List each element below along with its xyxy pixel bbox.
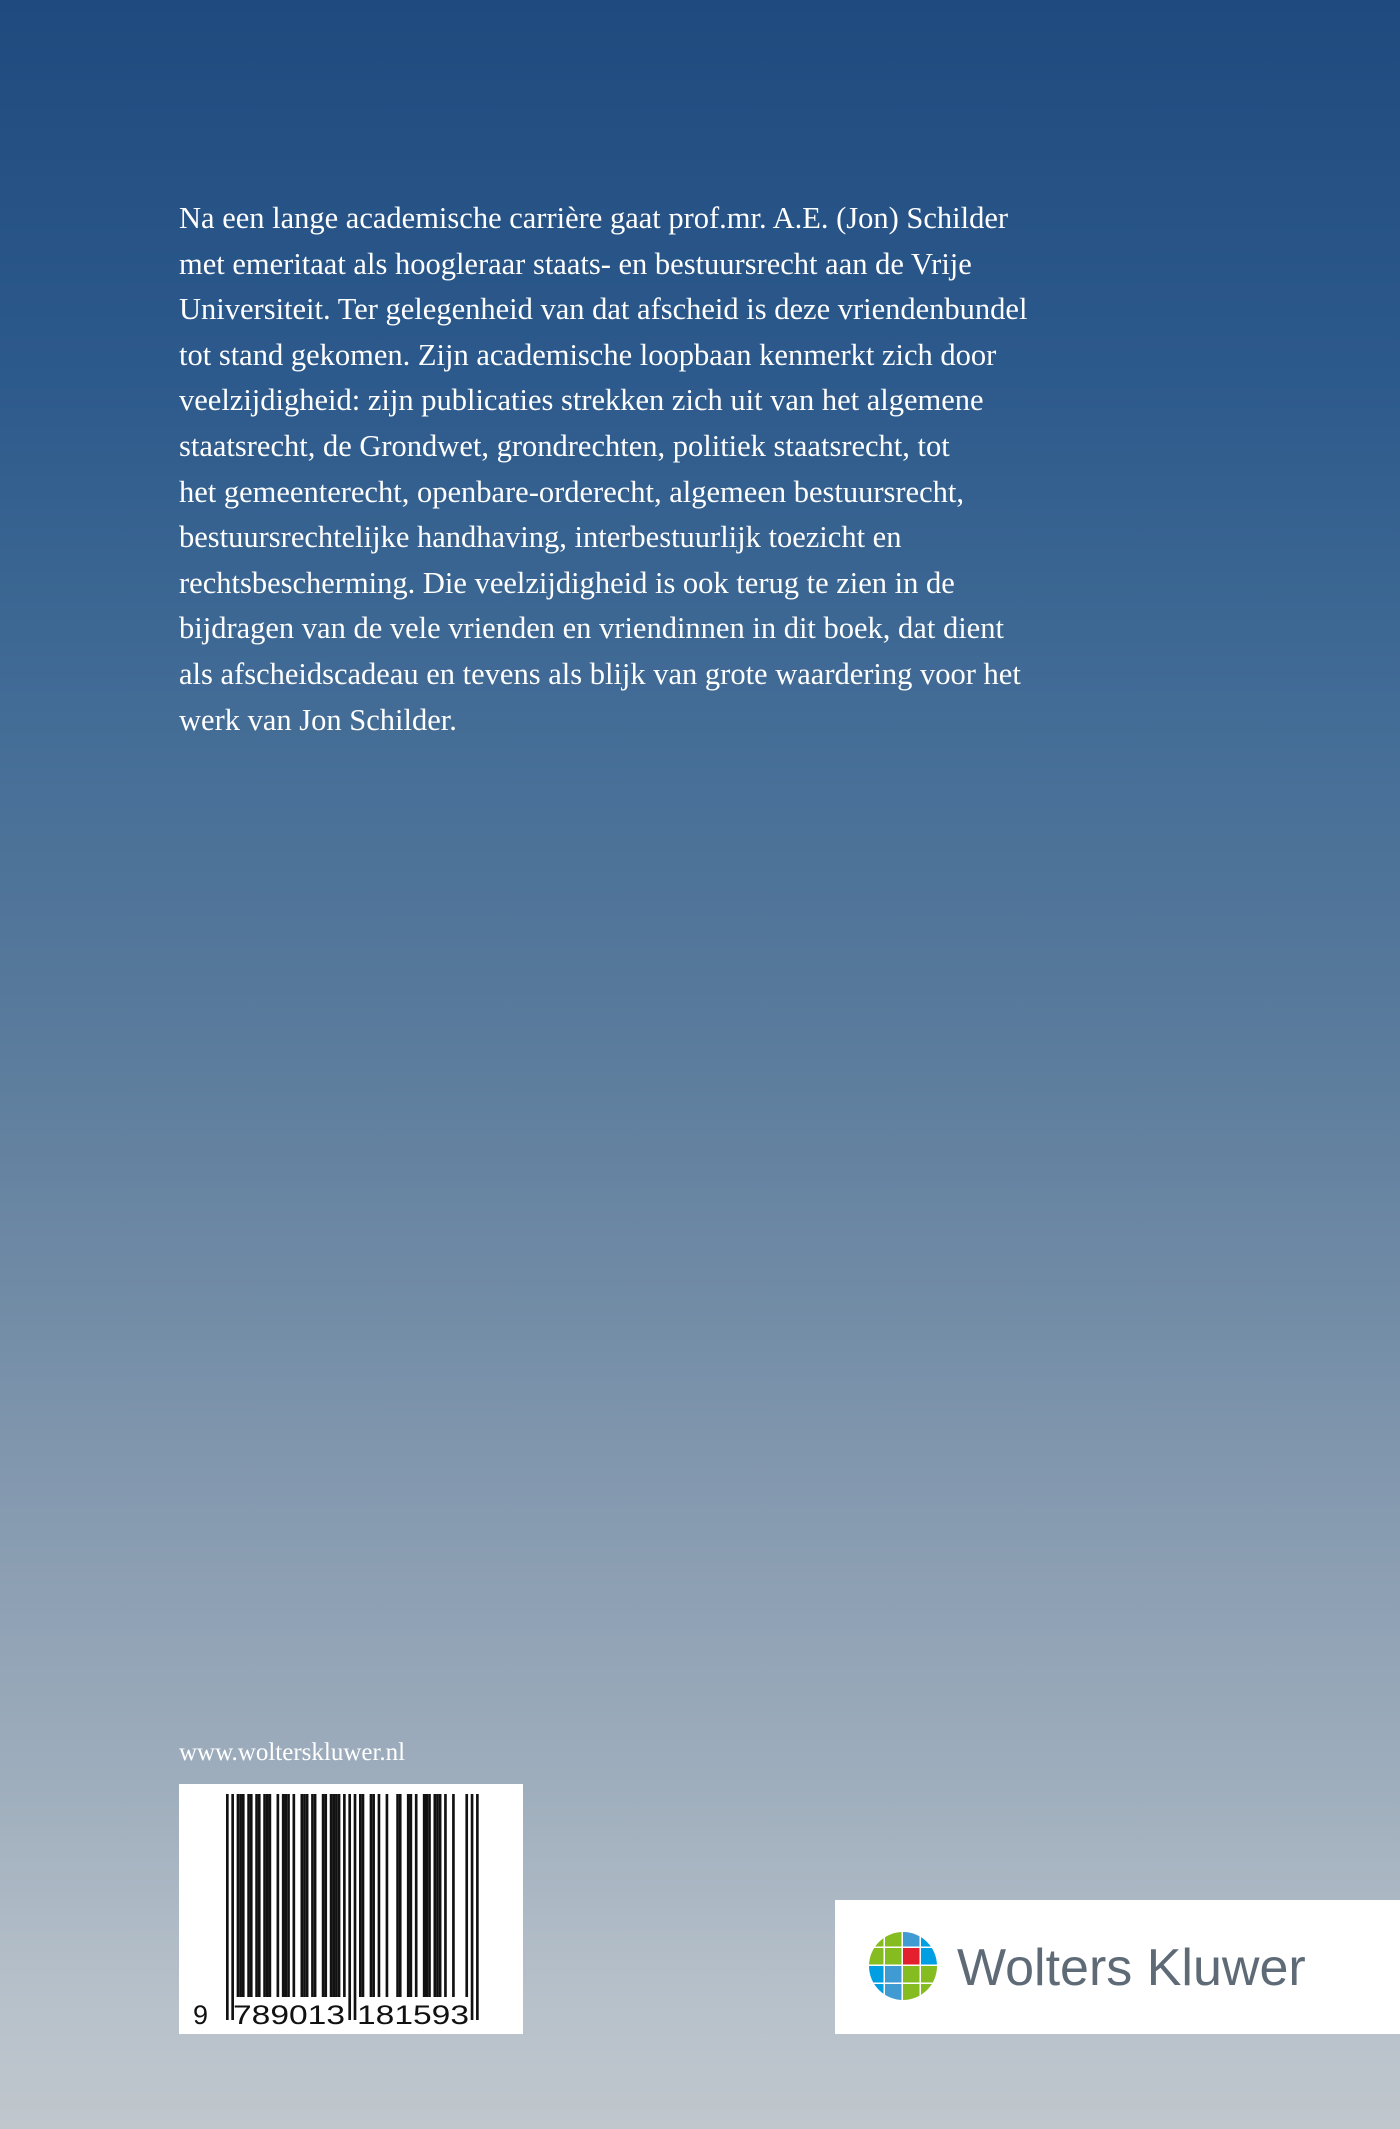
barcode-bar: [370, 1794, 373, 1997]
logo-mark-cell: [921, 1948, 938, 1965]
barcode-bar: [372, 1794, 375, 1997]
logo-mark-cell: [867, 1966, 884, 1983]
logo-mark-cell: [867, 1984, 884, 2001]
barcode-bar: [354, 1794, 357, 2020]
barcode-left-digits: 789013: [233, 2000, 345, 2030]
barcode-bar: [293, 1794, 296, 1997]
publisher-logo: [835, 1900, 1400, 2034]
barcode-bar: [306, 1794, 309, 1997]
blurb-line: veelzijdigheid: zijn publicaties strekken zich uit van het algemene: [179, 383, 984, 418]
publisher-website[interactable]: www.wolterskluwer.nl: [179, 1739, 406, 1766]
blurb-line: bijdragen van de vele vrienden en vriendinnen in dit boek, dat dient: [179, 611, 1004, 646]
barcode-bar: [239, 1794, 242, 1997]
barcode-bar: [444, 1794, 447, 1997]
blurb-line: tot stand gekomen. Zijn academische loopbaan kenmerkt zich door: [179, 337, 997, 372]
logo-mark-cell: [885, 1930, 902, 1947]
barcode-bar: [287, 1794, 290, 1997]
barcode-bar: [407, 1794, 410, 1997]
barcode-bar: [399, 1794, 402, 1997]
wolters-kluwer-logo-icon: [867, 1930, 939, 2002]
logo-mark-cell: [885, 1984, 902, 2001]
barcode-bar: [359, 1794, 362, 1997]
barcode-bar: [300, 1794, 303, 1997]
barcode-bar: [226, 1794, 229, 2020]
logo-mark-cell: [921, 1966, 938, 1983]
back-cover-blurb: [179, 196, 1109, 743]
barcode-bar: [247, 1794, 250, 1997]
blurb-line: het gemeenterecht, openbare-orderecht, algemeen bestuursrecht,: [179, 474, 964, 509]
publisher-name: Wolters Kluwer: [957, 1939, 1306, 1997]
blurb-line: als afscheidscadeau en tevens als blijk van grote waardering voor het: [179, 656, 1021, 691]
logo-mark-cell: [867, 1930, 884, 1947]
barcode-bar: [332, 1794, 335, 1997]
barcode-graphic: [179, 1784, 523, 2034]
barcode-bar: [476, 1794, 479, 2020]
barcode-bar: [314, 1794, 317, 1997]
blurb-line: met emeritaat als hoogleraar staats- en bestuursrecht aan de Vrije: [179, 246, 972, 281]
barcode-bar: [330, 1794, 333, 1997]
blurb-line: werk van Jon Schilder.: [179, 702, 457, 737]
barcode-bar: [231, 1794, 234, 2020]
barcode-bar: [250, 1794, 253, 1997]
barcode-bar: [423, 1794, 426, 1997]
barcode-lead-digit: 9: [193, 2000, 209, 2030]
logo-mark-cell: [903, 1948, 920, 1965]
barcode-bar: [269, 1794, 272, 1997]
logo-mark-cell: [867, 1948, 884, 1965]
barcode-bar: [277, 1794, 280, 1997]
barcode-bar: [324, 1794, 327, 1997]
barcode-bar: [436, 1794, 439, 1997]
blurb-line: bestuursrechtelijke handhaving, interbestuurlijk toezicht en: [179, 520, 902, 555]
barcode-bar: [348, 1794, 351, 2020]
barcode-bar: [396, 1794, 399, 1997]
barcode-bar: [258, 1794, 261, 1997]
logo-mark-cell: [921, 1930, 938, 1947]
isbn-barcode: [179, 1784, 523, 2034]
barcode-bar: [362, 1794, 365, 1997]
barcode-bar: [282, 1794, 285, 1997]
barcode-bar: [415, 1794, 418, 1997]
barcode-bar: [335, 1794, 338, 1997]
barcode-bar: [285, 1794, 288, 1997]
barcode-bar: [322, 1794, 325, 1997]
barcode-bar: [433, 1794, 436, 1997]
logo-mark-cell: [903, 1984, 920, 2001]
blurb-line: Universiteit. Ter gelegenheid van dat afscheid is deze vriendenbundel: [179, 292, 1028, 327]
barcode-bar: [410, 1794, 413, 1997]
logo-mark-cell: [921, 1984, 938, 2001]
barcode-bar: [471, 1794, 474, 2020]
logo-mark-cell: [903, 1966, 920, 1983]
barcode-bar: [428, 1794, 431, 1997]
barcode-bar: [386, 1794, 389, 1997]
logo-mark-cell: [885, 1948, 902, 1965]
barcode-bar: [426, 1794, 429, 1997]
barcode-right-digits: 181593: [357, 2000, 469, 2030]
barcode-bar: [338, 1794, 341, 1997]
barcode-bar: [311, 1794, 314, 1997]
barcode-bar: [263, 1794, 266, 1997]
blurb-line: Na een lange academische carrière gaat prof.mr. A.E. (Jon) Schilder: [179, 201, 1009, 235]
barcode-bars: [226, 1794, 479, 2020]
barcode-bar: [452, 1794, 455, 1997]
barcode-bar: [255, 1794, 258, 1997]
barcode-bar: [439, 1794, 442, 1997]
logo-mark-cell: [903, 1930, 920, 1947]
barcode-bar: [242, 1794, 245, 1997]
barcode-bar: [343, 1794, 346, 1997]
barcode-bar: [465, 1794, 468, 1997]
barcode-bar: [378, 1794, 381, 1997]
barcode-bar: [266, 1794, 269, 1997]
blurb-line: rechtsbescherming. Die veelzijdigheid is ook terug te zien in de: [179, 565, 955, 600]
barcode-bar: [303, 1794, 306, 1997]
blurb-line: staatsrecht, de Grondwet, grondrechten, politiek staatsrecht, tot: [179, 428, 950, 463]
barcode-bar: [237, 1794, 240, 1997]
logo-mark-cell: [885, 1966, 902, 1983]
